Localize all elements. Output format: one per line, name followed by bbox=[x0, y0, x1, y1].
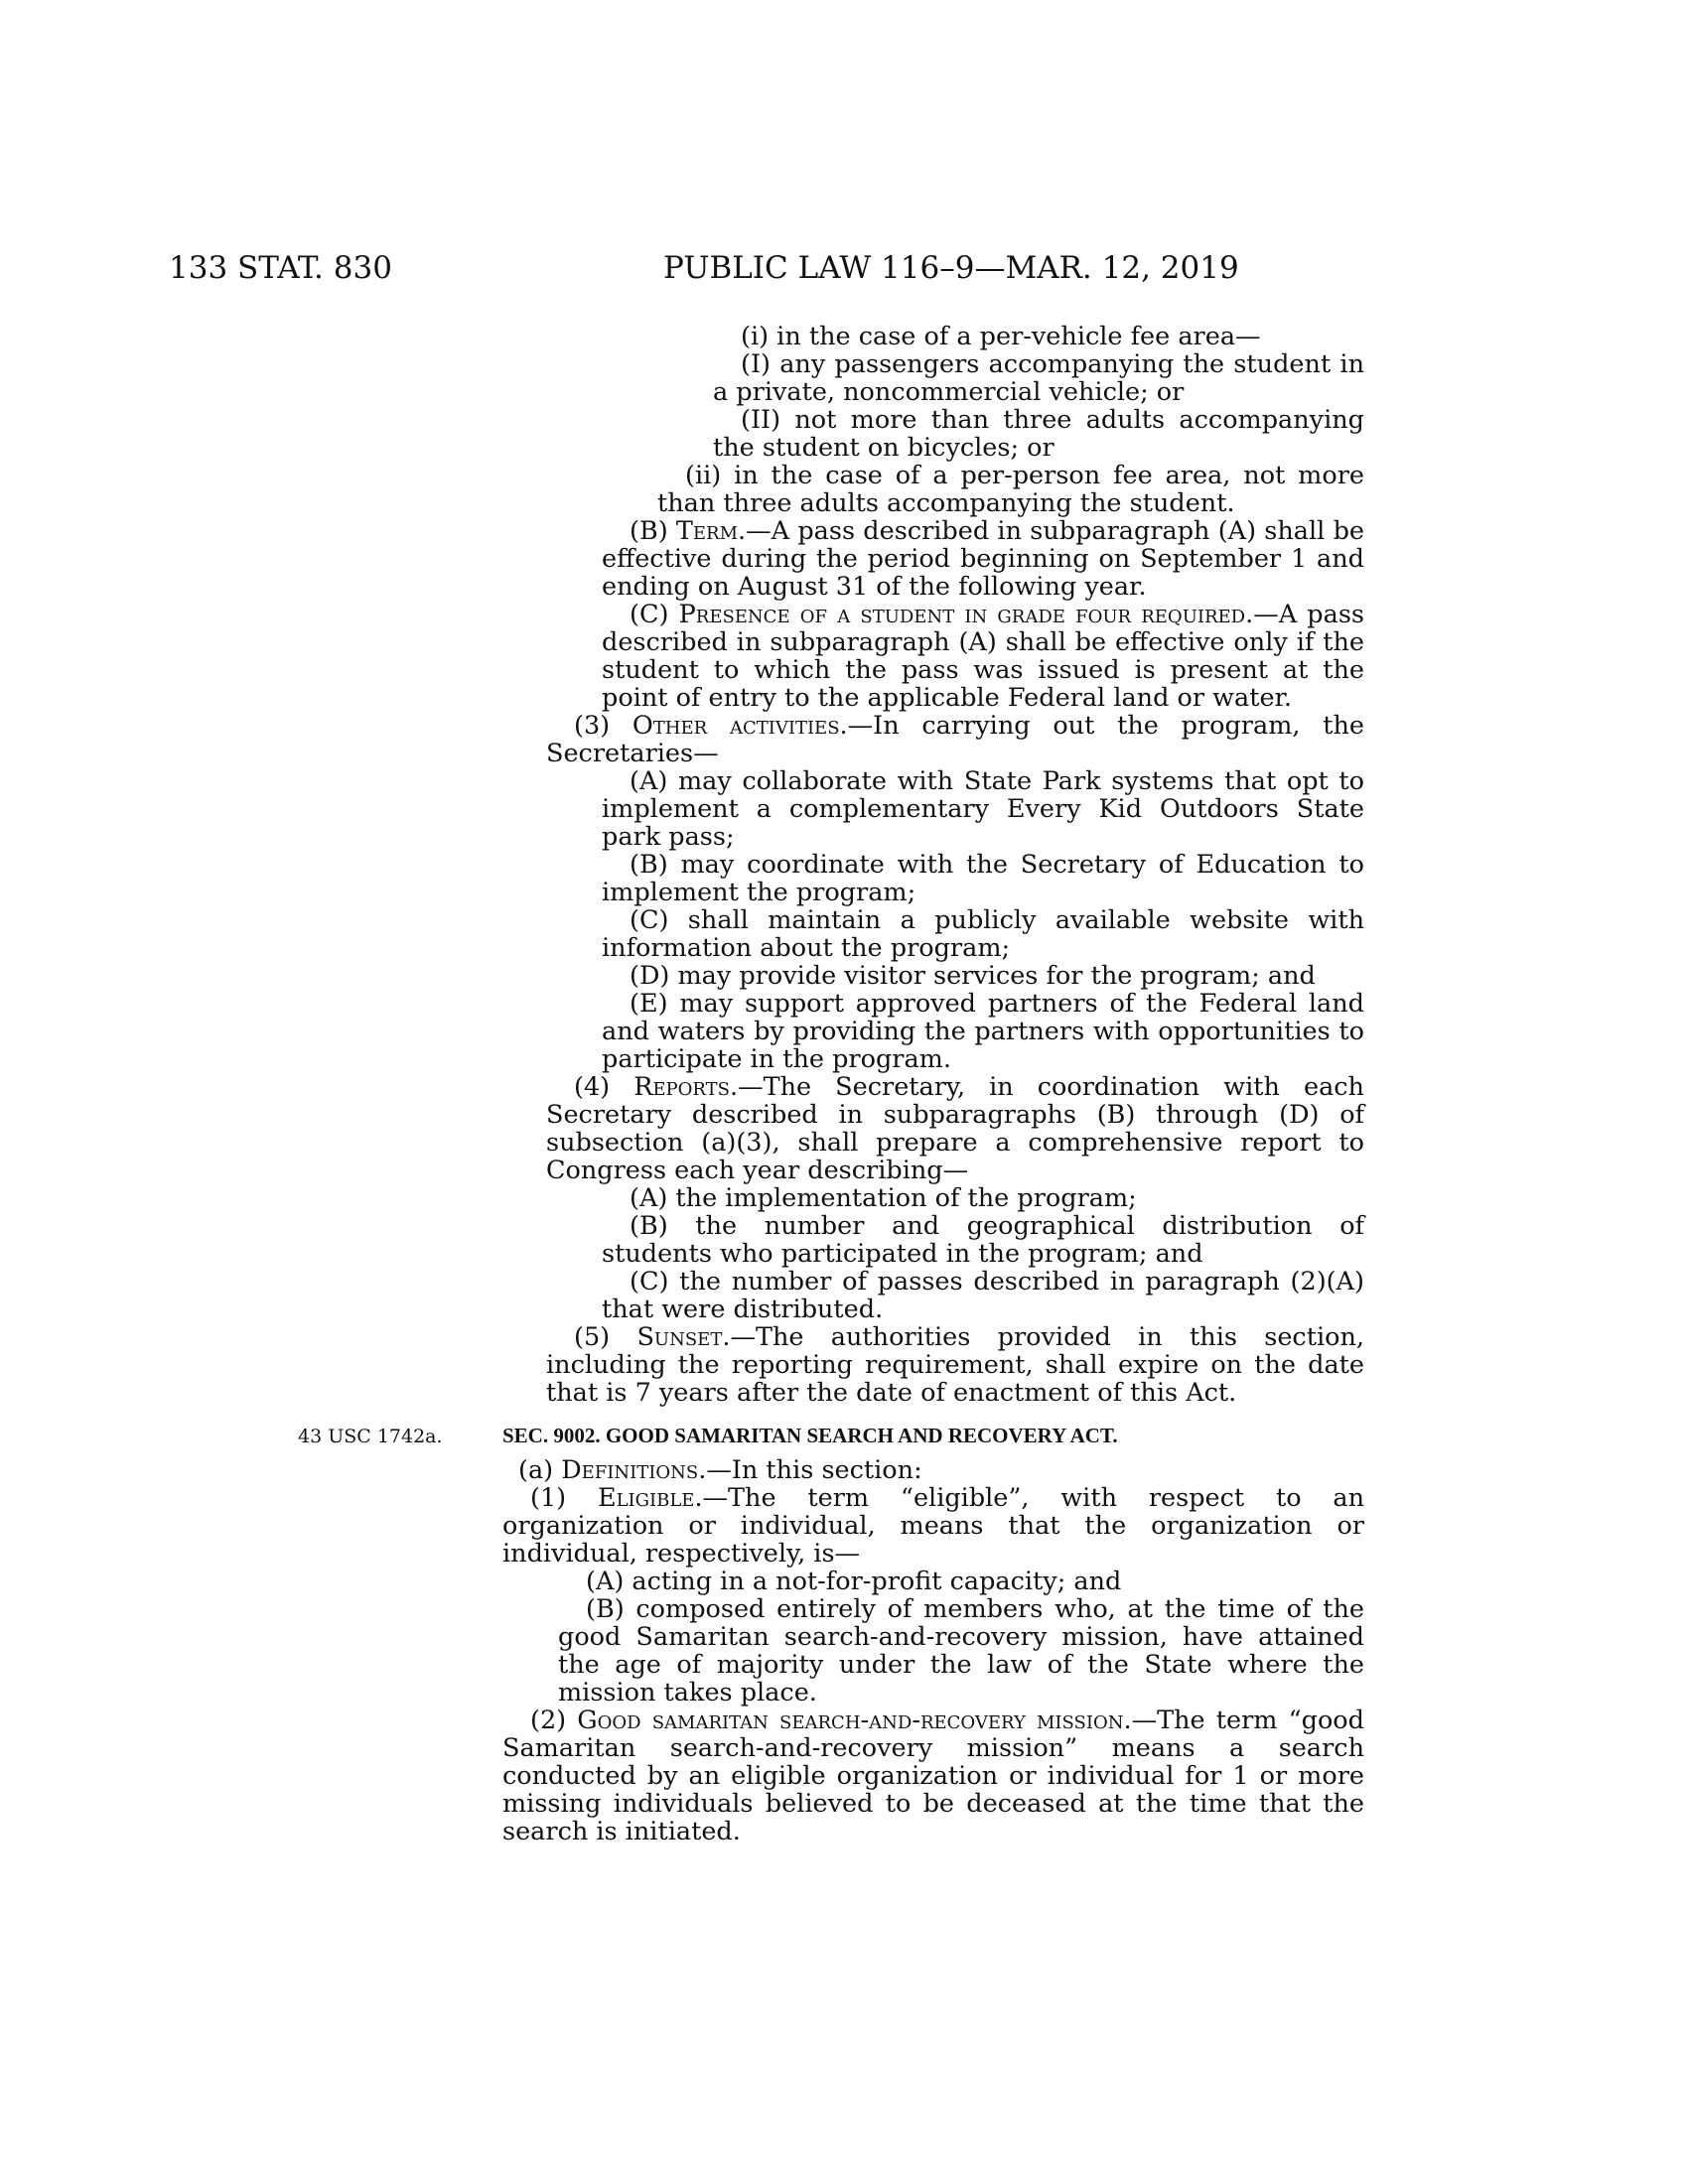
page-reference: 133 STAT. 830 bbox=[169, 250, 392, 286]
subparagraph-C-presence: (C) Presence of a student in grade four required.—A pass described in subparagraph (A) shall be effective only if the student to which the pass was issued is present at the point of entry to the applicable Federal land or water. bbox=[602, 600, 1364, 713]
statute-body bbox=[298, 322, 1365, 1846]
section-heading-row bbox=[298, 1421, 1364, 1448]
activity-D: (D) may provide visitor services for the program; and bbox=[630, 961, 1316, 991]
usc-margin-note: 43 USC 1742a. bbox=[298, 1426, 443, 1447]
report-item-A: (A) the implementation of the program; bbox=[630, 1183, 1137, 1213]
clause-ii: (ii) in the case of a per-person fee area, not more than three adults accompanying the student. bbox=[657, 461, 1364, 518]
eligible-item-B: (B) composed entirely of members who, at the time of the good Samaritan search-and-recovery mission, have attained the age of majority under the law of the State where the mission takes place. bbox=[558, 1594, 1364, 1707]
paragraph-5-sunset: (5) Sunset.—The authorities provided in this section, including the reporting requirement, shall expire on the date that is 7 years after the date of enactment of this Act. bbox=[546, 1322, 1365, 1408]
paragraph-4-reports: (4) Reports.—The Secretary, in coordination with each Secretary described in subparagraphs (B) through (D) of subsection (a)(3), shall prepare a comprehensive report to Congress each year describing— bbox=[546, 1072, 1364, 1185]
subclause-II: (II) not more than three adults accompanying the student on bicycles; or bbox=[713, 405, 1364, 463]
report-item-C: (C) the number of passes described in paragraph (2)(A) that were distributed. bbox=[602, 1267, 1364, 1324]
report-item-B: (B) the number and geographical distribution of students who participated in the program; and bbox=[602, 1211, 1364, 1269]
activity-B: (B) may coordinate with the Secretary of Education to implement the program; bbox=[602, 850, 1364, 907]
subsection-a-definitions: (a) Definitions.—In this section: bbox=[518, 1455, 922, 1485]
section-heading: SEC. 9002. GOOD SAMARITAN SEARCH AND RECOVERY ACT. bbox=[502, 1424, 1118, 1447]
activity-E: (E) may support approved partners of the Federal land and waters by providing the partners with opportunities to participate in the program. bbox=[602, 989, 1364, 1074]
clause-i: (i) in the case of a per-vehicle fee area— bbox=[741, 322, 1261, 351]
subclause-I: (I) any passengers accompanying the student in a private, noncommercial vehicle; or bbox=[713, 349, 1364, 407]
running-header-title: PUBLIC LAW 116–9—MAR. 12, 2019 bbox=[663, 250, 1239, 286]
subparagraph-B-term: (B) Term.—A pass described in subparagraph (A) shall be effective during the period beginning on September 1 and ending on August 31 of the following year. bbox=[602, 516, 1364, 602]
paragraph-3-other-activities: (3) Other activities.—In carrying out the program, the Secretaries— bbox=[546, 711, 1364, 768]
activity-C: (C) shall maintain a publicly available website with information about the program; bbox=[602, 905, 1364, 963]
definition-1-eligible: (1) Eligible.—The term “eligible”, with respect to an organization or individual, means that the organization or individual, respectively, is— bbox=[502, 1483, 1365, 1569]
definition-2-mission: (2) Good samaritan search-and-recovery mission.—The term “good Samaritan search-and-recovery mission” means a search conducted by an eligible organization or individual for 1 or more missing individuals believed to be deceased at the time that the search is initiated. bbox=[502, 1706, 1364, 1846]
activity-A: (A) may collaborate with State Park systems that opt to implement a complementary Every Kid Outdoors State park pass; bbox=[602, 766, 1364, 852]
eligible-item-A: (A) acting in a not-for-profit capacity; and bbox=[586, 1567, 1122, 1596]
